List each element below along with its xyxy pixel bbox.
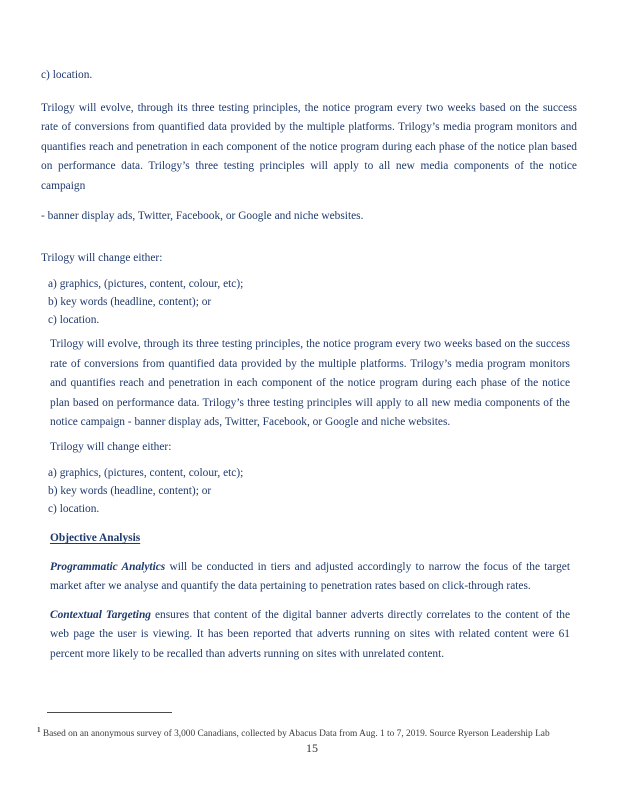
contextual-targeting-lead: Contextual Targeting [50, 608, 151, 621]
programmatic-analytics-text: will be conducted in tiers and adjusted accordingly to narrow the focus of the target market after we analyse and quantify the data pertaining to penetration rates based on click-through rates. [50, 560, 570, 592]
change-list-2 [48, 464, 570, 518]
footnote-separator-rule [47, 712, 172, 713]
objective-analysis-heading: Objective Analysis [50, 532, 141, 544]
list-item-keywords: b) key words (headline, content); or [48, 296, 212, 308]
footnote [37, 724, 582, 740]
paragraph-trilogy-evolve-2: Trilogy will evolve, through its three testing principles, the notice program every two weeks based on the success rate of conversions from quantified data provided by the multiple platforms. Trilogy’s media program monitors and quantifies reach and penetration in each component of the notice program during each phase of the notice plan based on performance data. Trilogy’s three testing principles will apply to all new media components of the notice campaign - banner display ads, Twitter, Facebook, or Google and niche websites. [50, 338, 570, 428]
programmatic-analytics-lead: Programmatic Analytics [50, 560, 166, 573]
contextual-targeting-text: ensures that content of the digital banner adverts directly correlates to the content of the web page the user is viewing. It has been reported that adverts running on sites with related content were 61 percent more likely to be recalled than adverts running on sites with unrelated content. [50, 608, 571, 660]
contextual-targeting-paragraph [50, 606, 570, 665]
footnote-marker: 1 [37, 726, 41, 735]
list-item-location: c) location. [48, 503, 100, 515]
indented-section [50, 335, 570, 664]
change-heading-2: Trilogy will change either: [50, 440, 172, 453]
list-item-keywords: b) key words (headline, content); or [48, 485, 212, 497]
change-list-1 [48, 275, 577, 329]
list-item-graphics: a) graphics, (pictures, content, colour, etc); [48, 278, 244, 290]
list-item-graphics: a) graphics, (pictures, content, colour, etc); [48, 467, 244, 479]
list-item-location: c) location. [48, 314, 100, 326]
footnote-text: Based on an anonymous survey of 3,000 Canadians, collected by Abacus Data from Aug. 1 to 7, 2019. Source Ryerson Leadership Lab [40, 729, 550, 740]
banner-media-line: - banner display ads, Twitter, Facebook, or Google and niche websites. [41, 210, 364, 222]
paragraph-trilogy-evolve-1: Trilogy will evolve, through its three testing principles, the notice program every two weeks based on the success rate of conversions from quantified data provided by the multiple platforms. Trilogy’s media program monitors and quantifies reach and penetration in each component of the notice program during each phase of the notice plan based on performance data. Trilogy’s three testing principles will apply to all new media components of the notice campaign [41, 101, 577, 192]
page-number: 15 [306, 741, 318, 755]
list-item-location-top: c) location. [41, 69, 93, 81]
page-content [41, 66, 577, 664]
programmatic-analytics-paragraph [50, 558, 570, 597]
change-heading-1: Trilogy will change either: [41, 251, 163, 264]
